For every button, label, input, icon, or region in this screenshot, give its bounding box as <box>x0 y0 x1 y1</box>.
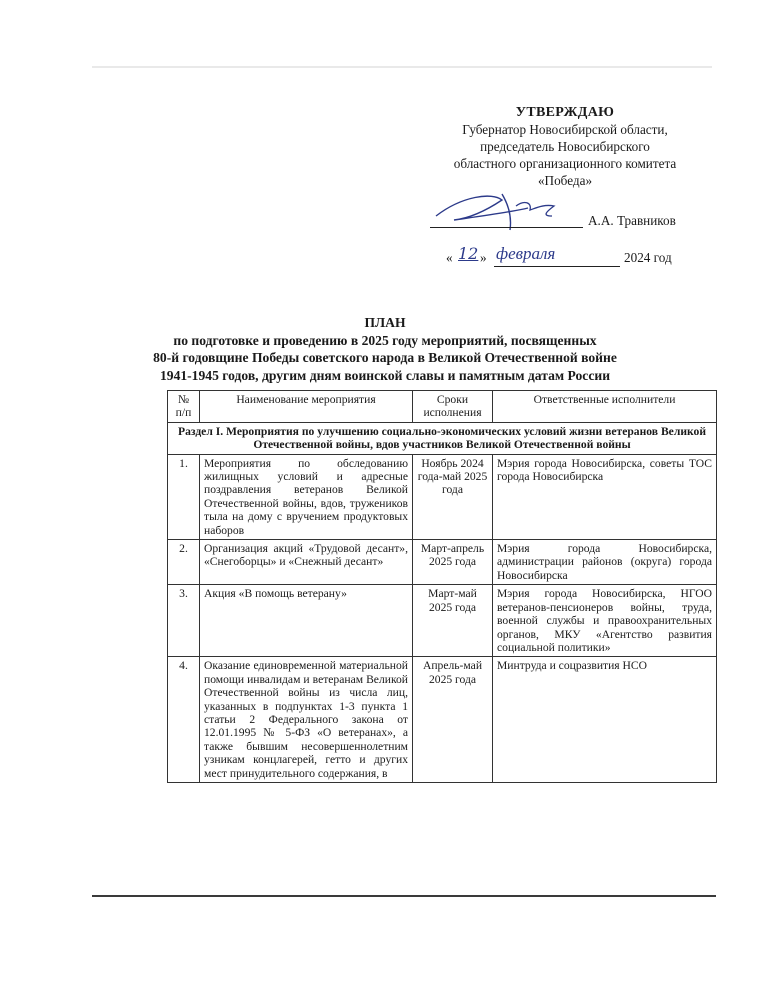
date-day: 12 <box>458 244 479 263</box>
row-term: Апрель-май 2025 года <box>413 657 493 783</box>
table-row <box>168 454 717 539</box>
approval-block <box>420 104 710 189</box>
header-responsible: Ответственные исполнители <box>493 391 717 423</box>
approval-line-3: областного организационного комитета <box>453 156 677 171</box>
date-close-quote: » <box>480 250 487 265</box>
table-header-row <box>168 391 717 423</box>
plan-table <box>167 390 717 783</box>
plan-title-line-2: 80-й годовщине Победы советского народа в Великой Отечественной войне <box>153 350 617 365</box>
row-num: 2. <box>168 540 200 585</box>
row-name: Мероприятия по обследованию жилищных условий и адресные поздравления ветеранов Великой Отечественной войны, вдов, тружеников тыла на дому с вручением продуктовых наборов <box>200 454 413 539</box>
row-responsible: Мэрия города Новосибирска, администрации районов (округа) города Новосибирска <box>493 540 717 585</box>
signature-rule <box>430 227 583 228</box>
signature-line <box>430 213 726 233</box>
date-month: февраля <box>496 244 556 263</box>
approval-date <box>446 246 696 270</box>
header-num: № п/п <box>168 391 200 423</box>
section-row <box>168 422 717 454</box>
plan-title-line-3: 1941-1945 годов, другим дням воинской славы и памятным датам России <box>159 367 611 383</box>
row-term: Март-апрель 2025 года <box>413 540 493 585</box>
row-num: 1. <box>168 454 200 539</box>
table-row <box>168 540 717 585</box>
row-name: Оказание единовременной материальной помощи инвалидам и ветеранам Великой Отечественной войны из числа лиц, указанных в подпунктах 1-3 пункта 1 статьи 2 Федерального закона от 12.01.1995 № 5-ФЗ «О ветеранах», а также бывшим несовершеннолетним узникам концлагерей, гетто и других мест принудительного содержания, в <box>200 657 413 783</box>
approval-line-4: «Победа» <box>537 173 593 188</box>
scan-edge-bottom <box>92 895 716 897</box>
approval-line-1: Губернатор Новосибирской области, <box>462 122 668 137</box>
table-row <box>168 657 717 783</box>
row-name: Организация акций «Трудовой десант», «Снегоборцы» и «Снежный десант» <box>200 540 413 585</box>
scan-edge-top <box>92 66 712 68</box>
row-term: Март-май 2025 года <box>413 585 493 657</box>
approval-heading: УТВЕРЖДАЮ <box>515 105 615 120</box>
signatory-name: А.А. Травников <box>588 213 676 228</box>
plan-heading: ПЛАН <box>364 315 406 330</box>
date-year: 2024 год <box>624 250 672 265</box>
plan-title-line-1: по подготовке и проведению в 2025 году мероприятий, посвященных <box>173 332 597 348</box>
row-num: 3. <box>168 585 200 657</box>
row-responsible: Минтруда и соцразвития НСО <box>493 657 717 783</box>
table-row <box>168 585 717 657</box>
date-open-quote: « <box>446 250 453 265</box>
approval-line-2: председатель Новосибирского <box>480 139 650 154</box>
section-1-title: Раздел I. Мероприятия по улучшению социально-экономических условий жизни ветеранов Великой Отечественной войны, вдов участников Великой Отечественной войны <box>168 422 717 454</box>
date-rule <box>494 266 620 267</box>
row-responsible: Мэрия города Новосибирска, НГОО ветеранов-пенсионеров войны, труда, военной службы и правоохранительных органов, МКУ «Агентство развития социальной политики» <box>493 585 717 657</box>
header-name: Наименование мероприятия <box>200 391 413 423</box>
header-term: Сроки исполнения <box>413 391 493 423</box>
row-responsible: Мэрия города Новосибирска, советы ТОС города Новосибирска <box>493 454 717 539</box>
row-name: Акция «В помощь ветерану» <box>200 585 413 657</box>
row-term: Ноябрь 2024 года-май 2025 года <box>413 454 493 539</box>
row-num: 4. <box>168 657 200 783</box>
plan-title <box>150 314 620 384</box>
